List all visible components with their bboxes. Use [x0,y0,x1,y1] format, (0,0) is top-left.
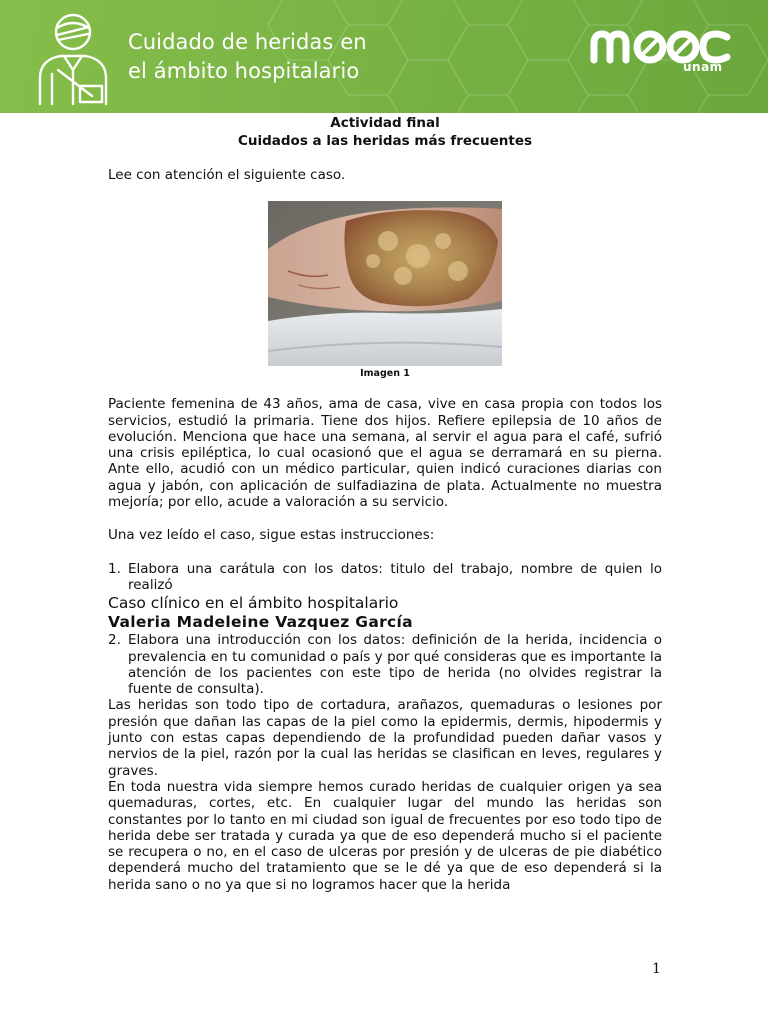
course-title [128,28,367,86]
list-item [108,561,662,594]
instructions-intro: Una vez leído el caso, sigue estas instrucciones: [108,527,435,544]
wound-image-figure [268,201,502,380]
answer-paragraph-2: En toda nuestra vida siempre hemos curado heridas de cualquier origen ya sea quemaduras, cortes, etc. En cualquier lugar del mundo las heridas son constantes por lo tanto en mi ciudad son igual de frecuentes por eso todo tipo de herida debe ser tratada y curada ya que de eso dependerá mucho si el paciente se recupera o no, en el caso de ulceras por presión y de ulceras de pie diabético dependerá mucho del tratamiento que se le dé ya que de eso dependerá si la herida sano o no ya que si no logramos hacer que la herida [108,778,662,893]
list-item [108,632,662,697]
wound-photo [268,201,502,366]
injured-person-icon [28,8,118,106]
page-number: 1 [652,961,661,977]
list-item-number: 1. [108,560,121,577]
answer-paragraph-1: Las heridas son todo tipo de cortadura, arañazos, quemaduras o lesiones por presión que dañan las capas de la piel como la epidermis, dermis, hipodermis y junto con estas capas dependiendo de la profundidad pueden dañar vasos y nervios de la piel, razón por la cual las heridas se clasifican en leves, regulares y graves. [108,697,662,779]
case-description: Paciente femenina de 43 años, ama de casa, vive en casa propia con todos los servicios, estudió la primaria. Tiene dos hijos. Refiere epilepsia de 10 años de evolución. Menciona que hace una semana, al servir el agua para el café, sufrió una crisis epiléptica, lo cual ocasionó que el agua se derramará en su pierna. Ante ello, acudió con un médico particular, quien indicó curaciones diarias con agua y jabón, con aplicación de sulfadiazina de plata. Actualmente no muestra mejoría; por ello, acude a valoración a su servicio. [108,396,662,511]
list-item-number: 2. [108,632,121,649]
course-title-line-2: el ámbito hospitalario [128,59,360,83]
cover-author: Valeria Madeleine Vazquez García [108,613,413,632]
instructions-list [108,561,662,594]
list-item-text: Elabora una introducción con los datos: definición de la herida, incidencia o prevalencia en tu comunidad o país y por qué consideras que es importante la atención de los pacientes con este tipo de herida (no olvides registrar la fuente de consulta). [128,632,662,698]
document-body [108,114,662,893]
instructions-list-continued [108,632,662,697]
activity-subtitle: Cuidados a las heridas más frecuentes [237,133,533,149]
activity-title: Actividad final [330,115,440,131]
course-title-line-1: Cuidado de heridas en [128,30,367,54]
intro-text: Lee con atención el siguiente caso. [108,167,346,183]
header-banner [0,0,768,113]
cover-title: Caso clínico en el ámbito hospitalario [108,594,399,613]
list-item-text: Elabora una carátula con los datos: titulo del trabajo, nombre de quien lo realizó [128,560,662,593]
image-caption: Imagen 1 [360,368,410,380]
logo-subtext: unam [683,60,723,74]
